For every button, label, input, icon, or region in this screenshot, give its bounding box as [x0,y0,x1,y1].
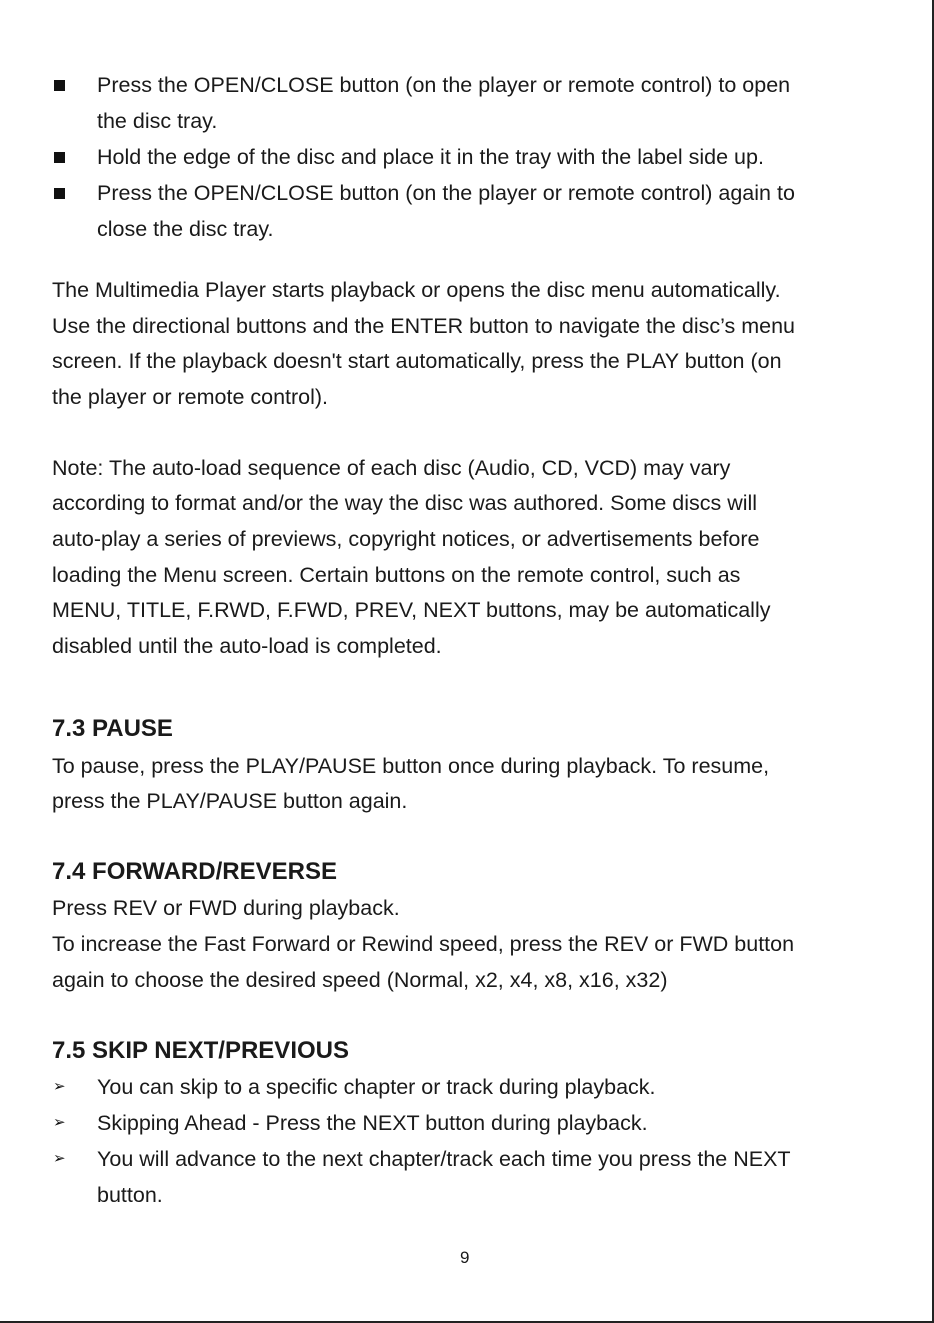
section-pause-heading: 7.3 PAUSE [52,715,173,742]
note-line-1: Note: The auto-load sequence of each disc (Audio, CD, VCD) may vary [52,456,731,480]
bullet-1-line-2: the disc tray. [97,109,218,133]
skip-item-3-line-2: button. [97,1183,163,1207]
arrow-bullet-icon: ➢ [53,1114,66,1131]
page-number: 9 [460,1248,470,1267]
bullet-1-line-1: Press the OPEN/CLOSE button (on the player or remote control) to open [97,73,791,97]
paragraph-1-line-1: The Multimedia Player starts playback or opens the disc menu automatically. [52,278,781,302]
forward-reverse-line-1: Press REV or FWD during playback. [52,896,400,920]
paragraph-1-line-4: the player or remote control). [52,385,329,409]
bullet-3-line-1: Press the OPEN/CLOSE button (on the player or remote control) again to [97,181,795,205]
square-bullet-icon [54,188,65,199]
bullet-2-line-1: Hold the edge of the disc and place it in the tray with the label side up. [97,145,764,169]
paragraph-1-line-2: Use the directional buttons and the ENTER button to navigate the disc’s menu [52,314,795,338]
pause-line-1: To pause, press the PLAY/PAUSE button once during playback. To resume, [52,754,770,778]
bullet-3-line-2: close the disc tray. [97,217,274,241]
pause-line-2: press the PLAY/PAUSE button again. [52,789,408,813]
square-bullet-icon [54,152,65,163]
note-line-4: loading the Menu screen. Certain buttons on the remote control, such as [52,563,741,587]
forward-reverse-line-3: again to choose the desired speed (Normal, x2, x4, x8, x16, x32) [52,968,668,992]
note-line-3: auto-play a series of previews, copyright notices, or advertisements before [52,527,760,551]
note-line-2: according to format and/or the way the disc was authored. Some discs will [52,491,758,515]
paragraph-1-line-3: screen. If the playback doesn't start automatically, press the PLAY button (on [52,349,782,373]
skip-item-3-line-1: You will advance to the next chapter/track each time you press the NEXT [97,1147,791,1171]
skip-item-2-line-1: Skipping Ahead - Press the NEXT button during playback. [97,1111,648,1135]
section-forward-reverse-heading: 7.4 FORWARD/REVERSE [52,858,337,885]
note-line-6: disabled until the auto-load is completed. [52,634,442,658]
section-skip-heading: 7.5 SKIP NEXT/PREVIOUS [52,1037,349,1064]
skip-item-1-line-1: You can skip to a specific chapter or track during playback. [97,1075,656,1099]
forward-reverse-line-2: To increase the Fast Forward or Rewind speed, press the REV or FWD button [52,932,795,956]
arrow-bullet-icon: ➢ [53,1150,66,1167]
note-line-5: MENU, TITLE, F.RWD, F.FWD, PREV, NEXT buttons, may be automatically [52,598,771,622]
arrow-bullet-icon: ➢ [53,1078,66,1095]
square-bullet-icon [54,80,65,91]
